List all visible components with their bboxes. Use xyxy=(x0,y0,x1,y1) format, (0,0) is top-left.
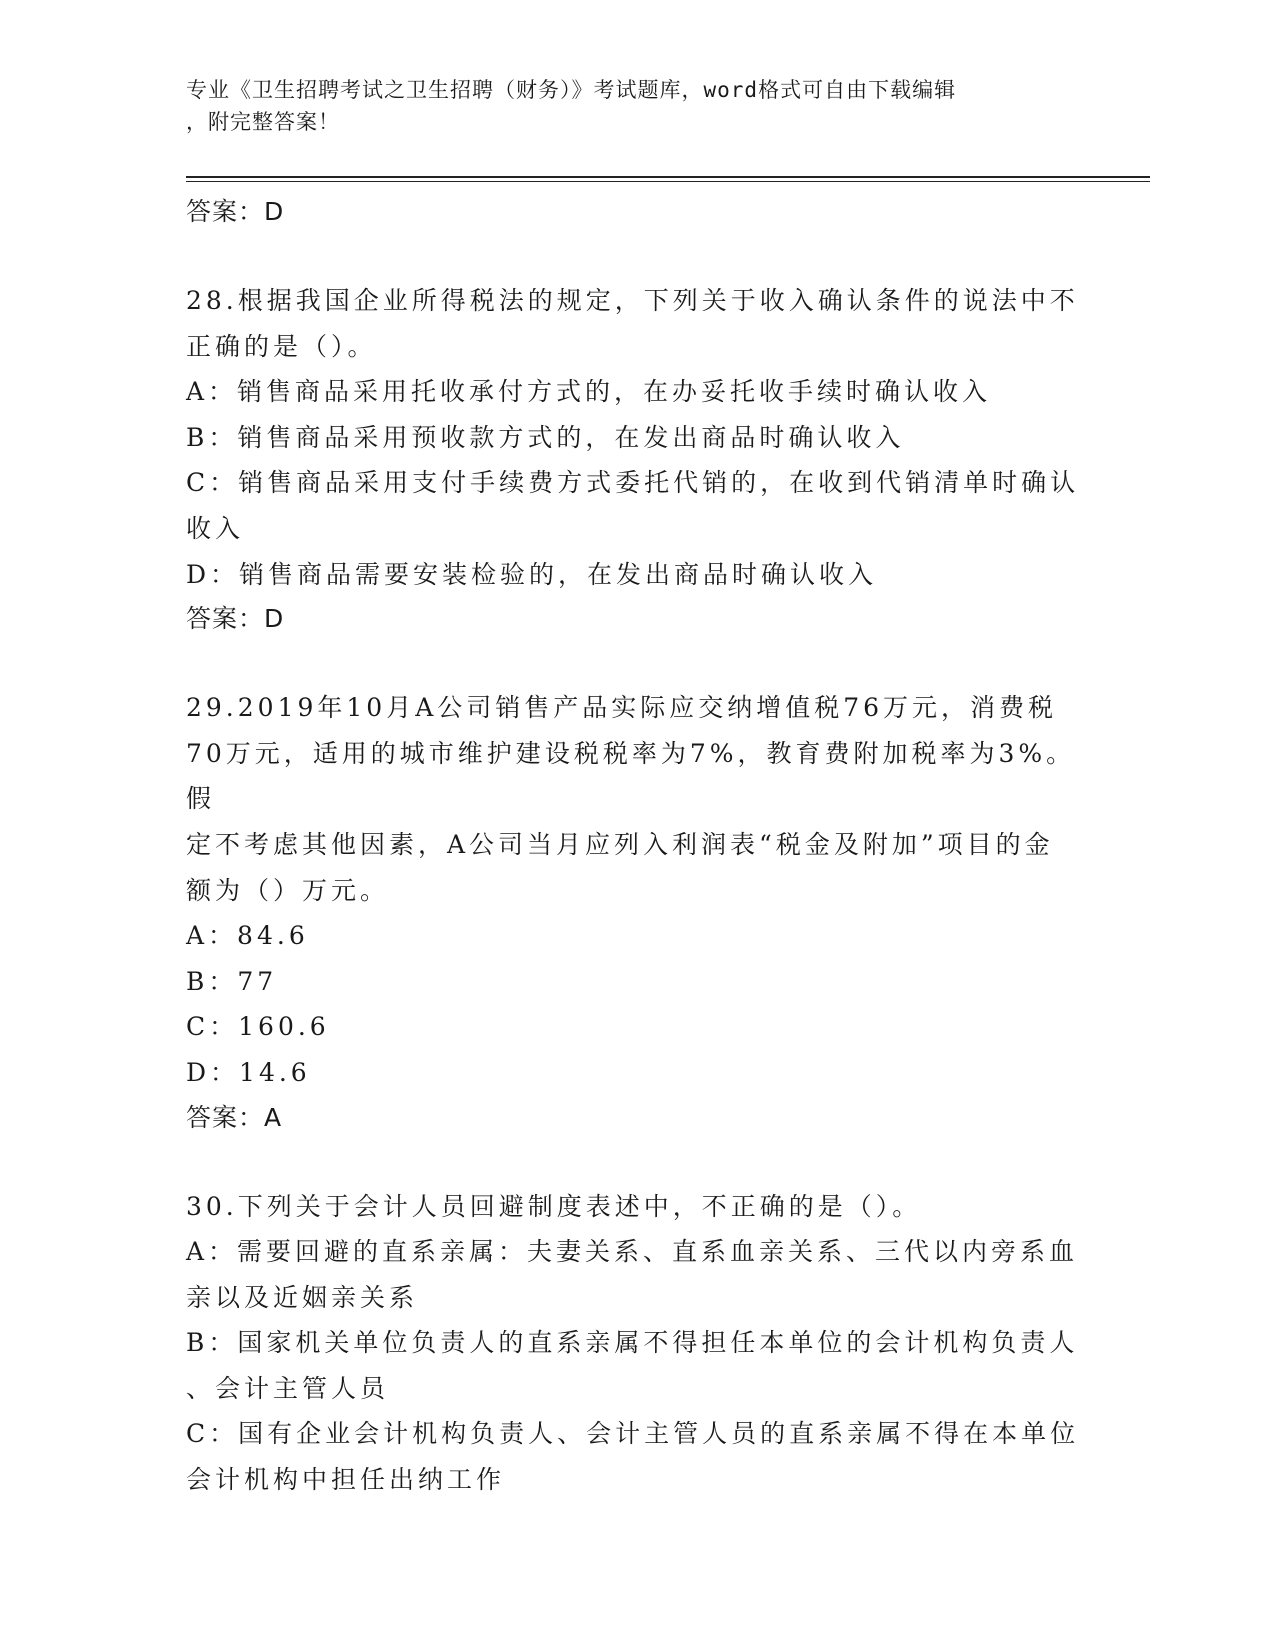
spacer xyxy=(186,641,1086,685)
option-b: B：销售商品采用预收款方式的，在发出商品时确认收入 xyxy=(186,422,905,452)
question-list xyxy=(186,190,1086,1503)
question-stem: 28.根据我国企业所得税法的规定，下列关于收入确认条件的说法中不 xyxy=(186,286,1079,315)
previous-answer: 答案：D xyxy=(186,197,285,226)
option-c-continued: 收入 xyxy=(186,513,245,543)
question-stem: 30.下列关于会计人员回避制度表述中，不正确的是（）。 xyxy=(186,1191,922,1221)
spacer xyxy=(186,234,1086,278)
answer: 答案：A xyxy=(186,1102,283,1132)
question-28 xyxy=(186,278,1086,641)
option-b-continued: 、会计主管人员 xyxy=(186,1373,390,1403)
question-29 xyxy=(186,685,1086,1139)
question-stem-continued: 正确的是（）。 xyxy=(186,331,377,361)
option-c: C：国有企业会计机构负责人、会计主管人员的直系亲属不得在本单位 xyxy=(186,1419,1080,1449)
option-c: C：销售商品采用支付手续费方式委托代销的，在收到代销清单时确认 xyxy=(186,468,1080,498)
question-stem-continued: 定不考虑其他因素，A公司当月应列入利润表“税金及附加”项目的金 xyxy=(186,829,1054,859)
option-a: A：销售商品采用托收承付方式的，在办妥托收手续时确认收入 xyxy=(186,377,992,407)
header-divider-thick xyxy=(186,176,1150,178)
question-30 xyxy=(186,1184,1086,1503)
option-a: A：需要回避的直系亲属：夫妻关系、直系血亲关系、三代以内旁系血 xyxy=(186,1237,1079,1267)
option-b: B：77 xyxy=(186,966,278,996)
header-line-1: 专业《卫生招聘考试之卫生招聘（财务）》考试题库，word格式可自由下载编辑 xyxy=(186,78,957,102)
option-a-continued: 亲以及近姻亲关系 xyxy=(186,1282,419,1312)
option-a: A：84.6 xyxy=(186,921,309,951)
option-b: B：国家机关单位负责人的直系亲属不得担任本单位的会计机构负责人 xyxy=(186,1328,1079,1358)
option-c-continued: 会计机构中担任出纳工作 xyxy=(186,1465,506,1495)
header-line-2: ，附完整答案！ xyxy=(186,110,340,134)
question-stem: 29.2019年10月A公司销售产品实际应交纳增值税76万元，消费税 xyxy=(186,693,1058,723)
option-d: D：销售商品需要安装检验的，在发出商品时确认收入 xyxy=(186,559,878,589)
question-stem-continued: 70万元，适用的城市维护建设税税率为7%，教育费附加税率为3%。假 xyxy=(186,738,1076,814)
spacer xyxy=(186,1140,1086,1184)
document-header xyxy=(186,74,1066,138)
header-divider-thin xyxy=(186,181,1150,182)
answer: 答案：D xyxy=(186,604,285,634)
option-d: D：14.6 xyxy=(186,1057,311,1087)
question-stem-continued: 额为（）万元。 xyxy=(186,875,390,905)
option-c: C：160.6 xyxy=(186,1012,330,1042)
